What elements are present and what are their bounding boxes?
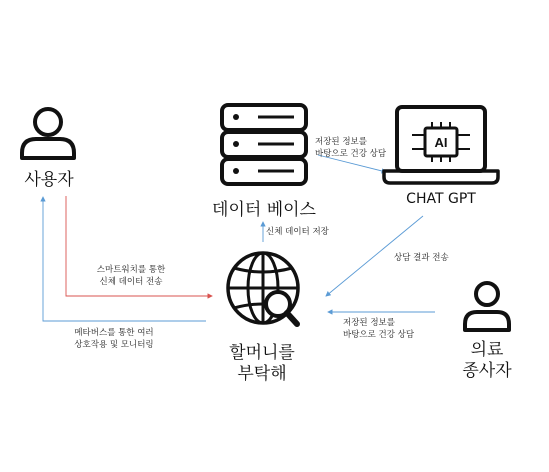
- edge-label-platform-to-database: 신체 데이터 저장: [266, 227, 329, 237]
- edge-label-user-to-platform: [76, 264, 186, 288]
- edge-label-medical-to-platform-line2: 바탕으로 건강 상담: [343, 330, 415, 340]
- edge-label-user-to-platform-line1: 스마트워치를 통한: [96, 265, 166, 275]
- medical-label: [446, 340, 528, 382]
- medical-label-line2: 종사자: [462, 361, 512, 381]
- ai-chip-text: AI: [434, 135, 448, 150]
- platform-label: [207, 343, 317, 385]
- user-label: 사용자: [24, 170, 74, 190]
- edge-label-database-to-chatgpt: [315, 136, 405, 160]
- edge-label-platform-to-user: [58, 327, 170, 351]
- edge-label-platform-to-user-line1: 메타버스를 통한 여러: [74, 328, 154, 338]
- edge-label-chatgpt-to-platform: 상담 결과 전송: [394, 253, 449, 263]
- platform-label-line2: 부탁해: [237, 364, 287, 384]
- database-label: 데이터 베이스: [212, 200, 316, 220]
- edge-label-platform-to-user-line2: 상호작용 및 모니터링: [74, 340, 154, 350]
- edge-label-medical-to-platform: [343, 317, 433, 341]
- edge-platform-to-user: [43, 197, 206, 321]
- edge-label-medical-to-platform-line1: 저장된 정보를: [343, 318, 395, 328]
- platform-label-line1: 할머니를: [229, 343, 295, 363]
- edge-label-database-to-chatgpt-line2: 바탕으로 건강 상담: [315, 149, 387, 159]
- medical-label-line1: 의료: [470, 340, 504, 360]
- edge-label-database-to-chatgpt-line1: 저장된 정보를: [315, 137, 367, 147]
- chatgpt-label: CHAT GPT: [406, 191, 476, 207]
- edge-label-user-to-platform-line2: 신체 데이터 전송: [99, 277, 163, 287]
